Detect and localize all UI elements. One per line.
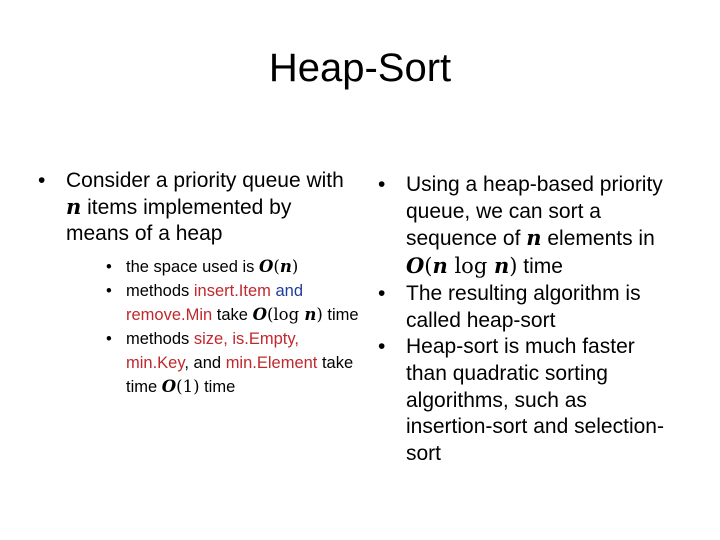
method-min-key: min.Key — [126, 354, 185, 372]
bullet-text: , and — [184, 354, 226, 372]
bullet-resulting-algorithm — [368, 281, 668, 334]
subbullet-insert-remove — [30, 279, 360, 327]
connector-and: and — [270, 282, 304, 300]
math-big-o-nlogn: O(n log n) — [406, 253, 518, 279]
math-n: n — [66, 194, 82, 219]
slide-title: Heap-Sort — [268, 46, 452, 90]
bullet-text: items implemented by means of a heap — [66, 196, 292, 245]
bullet-dot: • — [378, 335, 386, 359]
bullet-text: time — [517, 255, 563, 279]
bullet-text: The resulting algorithm is called heap-sort — [406, 281, 641, 332]
math-big-o-one: O(1) — [161, 377, 200, 396]
right-column — [368, 172, 668, 468]
bullet-text: time — [199, 378, 236, 396]
bullet-heap-based-sort — [368, 172, 668, 281]
bullet-dot: • — [106, 330, 112, 348]
subbullet-constant-methods — [30, 327, 360, 399]
math-n: n — [526, 225, 542, 251]
bullet-text: methods — [126, 282, 194, 300]
bullet-dot: • — [38, 169, 46, 192]
method-insert-item: insert.Item — [193, 282, 271, 300]
bullet-faster-than-quadratic — [368, 334, 668, 468]
bullet-text: elements in — [541, 227, 655, 251]
bullet-text: take time — [126, 354, 354, 396]
bullet-text: the space used is — [126, 258, 259, 276]
left-column — [30, 168, 360, 399]
bullet-dot: • — [378, 173, 386, 196]
bullet-dot: • — [106, 282, 112, 300]
bullet-dot: • — [106, 258, 112, 276]
bullet-text: Using a heap-based priority queue, we can sort a sequence of — [406, 173, 663, 251]
bullet-text: Heap-sort is much faster than quadratic sorting algorithms, such as insertion-sort and selection-sort — [406, 335, 664, 466]
method-size-isempty: size, is.Empty, — [193, 330, 300, 348]
bullet-text: methods — [126, 330, 194, 348]
subbullet-space — [30, 255, 360, 279]
bullet-text: Consider a priority queue with — [66, 169, 344, 192]
bullet-text: take — [212, 306, 253, 324]
method-remove-min: remove.Min — [126, 306, 213, 324]
method-min-element: min.Element — [225, 354, 318, 372]
math-big-o-log: O(log n) — [252, 305, 323, 324]
bullet-priority-queue — [30, 168, 360, 247]
bullet-text: time — [322, 306, 359, 324]
bullet-dot: • — [378, 281, 386, 305]
math-big-o: O(n) — [259, 257, 299, 276]
